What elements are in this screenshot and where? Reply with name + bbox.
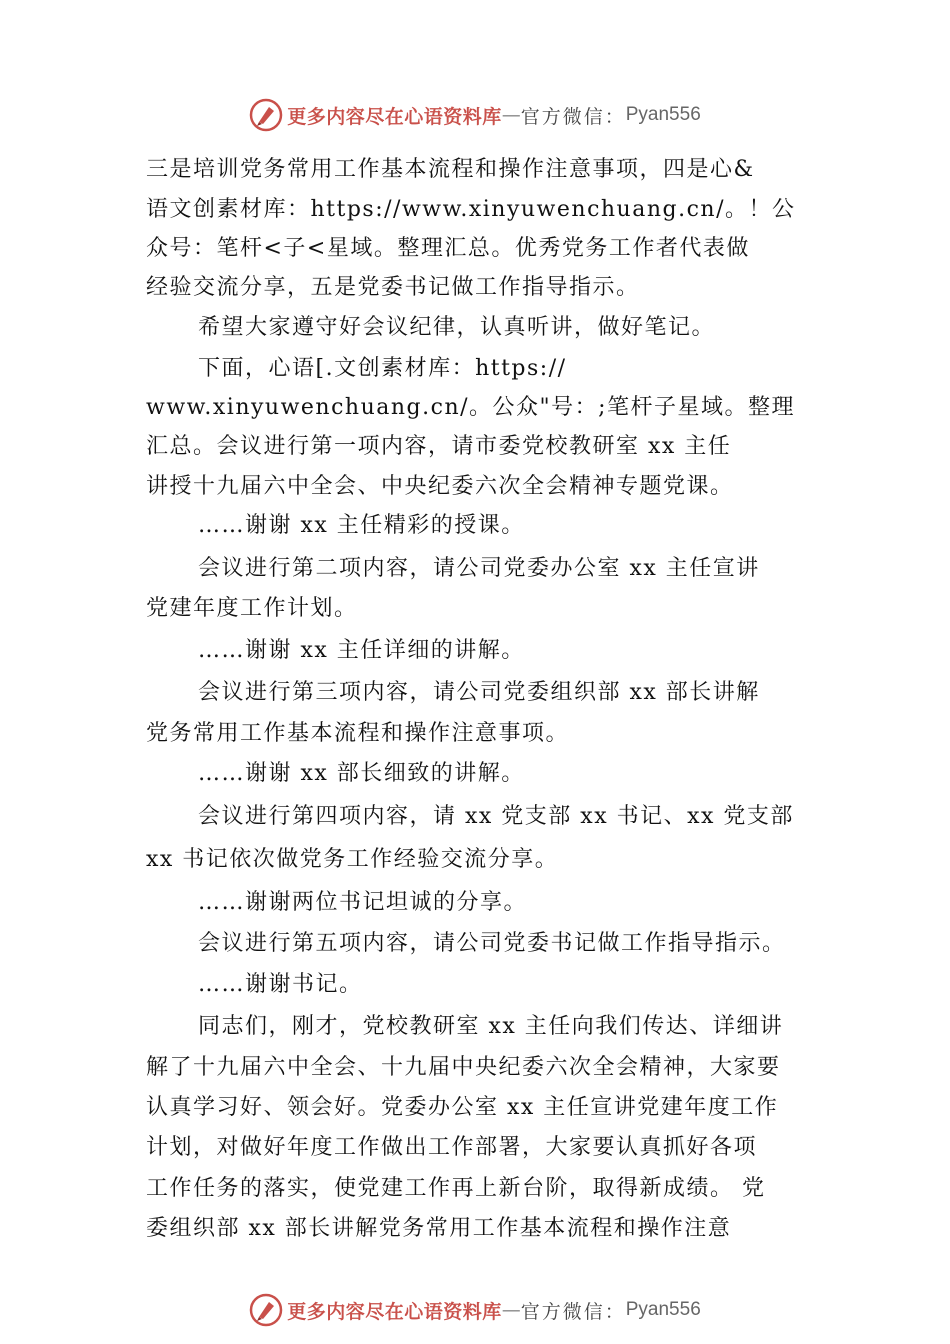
text-line: ……谢谢两位书记坦诚的分享。 bbox=[198, 890, 528, 915]
text-line: ……谢谢 xx 主任详细的讲解。 bbox=[198, 638, 525, 663]
text-line: www.xinyuwenchuang.cn/。公众"号：;笔杆子星域。整理 bbox=[146, 395, 796, 420]
banner-main-text: 更多内容尽在心语资料库 bbox=[287, 105, 502, 128]
text-line: 三是培训党务常用工作基本流程和操作注意事项，四是心& bbox=[146, 157, 755, 182]
text-line: 会议进行第五项内容，请公司党委书记做工作指导指示。 bbox=[198, 931, 786, 956]
text-line: 解了十九届六中全会、十九届中央纪委六次全会精神，大家要 bbox=[146, 1055, 781, 1080]
text-line: ……谢谢 xx 部长细致的讲解。 bbox=[198, 761, 525, 786]
text-line: 工作任务的落实，使党建工作再上新台阶，取得新成绩。 党 bbox=[146, 1176, 766, 1201]
text-line: 同志们，刚才，党校教研室 xx 主任向我们传达、详细讲 bbox=[198, 1014, 784, 1039]
text-line: xx 书记依次做党务工作经验交流分享。 bbox=[146, 847, 559, 872]
banner-wechat-id: Pyan556 bbox=[625, 1299, 701, 1320]
pen-nib-logo-icon bbox=[249, 98, 283, 132]
banner-dash: — bbox=[501, 1299, 521, 1321]
text-line: 经验交流分享，五是党委书记做工作指导指示。 bbox=[146, 275, 640, 300]
text-line: 党建年度工作计划。 bbox=[146, 596, 358, 621]
banner-wechat-label: 官方微信： bbox=[520, 105, 626, 128]
text-line: 会议进行第二项内容，请公司党委办公室 xx 主任宣讲 bbox=[198, 556, 760, 581]
text-line: 会议进行第三项内容，请公司党委组织部 xx 部长讲解 bbox=[198, 680, 760, 705]
text-line: 汇总。会议进行第一项内容，请市委党校教研室 xx 主任 bbox=[146, 434, 732, 459]
text-line: 希望大家遵守好会议纪律，认真听讲，做好笔记。 bbox=[198, 315, 716, 340]
text-line: ……谢谢书记。 bbox=[198, 972, 363, 997]
pen-nib-logo-icon bbox=[249, 1293, 283, 1327]
banner-wechat-id: Pyan556 bbox=[625, 104, 701, 125]
text-line: 众号：笔杆<子<星域。整理汇总。优秀党务工作者代表做 bbox=[146, 236, 750, 261]
header-banner bbox=[0, 95, 950, 135]
footer-banner bbox=[0, 1290, 950, 1330]
text-line: 讲授十九届六中全会、中央纪委六次全会精神专题党课。 bbox=[146, 474, 734, 499]
text-line: ……谢谢 xx 主任精彩的授课。 bbox=[198, 513, 525, 538]
text-line: 计划，对做好年度工作做出工作部署，大家要认真抓好各项 bbox=[146, 1135, 758, 1160]
text-line: 语文创素材库：https://www.xinyuwenchuang.cn/。！公 bbox=[146, 197, 796, 222]
banner-wechat-label: 官方微信： bbox=[520, 1300, 626, 1323]
text-line: 会议进行第四项内容，请 xx 党支部 xx 书记、xx 党支部 bbox=[198, 804, 794, 829]
text-line: 认真学习好、领会好。党委办公室 xx 主任宣讲党建年度工作 bbox=[146, 1095, 779, 1120]
text-line: 党务常用工作基本流程和操作注意事项。 bbox=[146, 721, 570, 746]
text-line: 下面，心语[.文创素材库：https:// bbox=[198, 356, 567, 381]
banner-main-text: 更多内容尽在心语资料库 bbox=[287, 1300, 502, 1323]
text-line: 委组织部 xx 部长讲解党务常用工作基本流程和操作注意 bbox=[146, 1216, 732, 1241]
banner-dash: — bbox=[501, 104, 521, 126]
